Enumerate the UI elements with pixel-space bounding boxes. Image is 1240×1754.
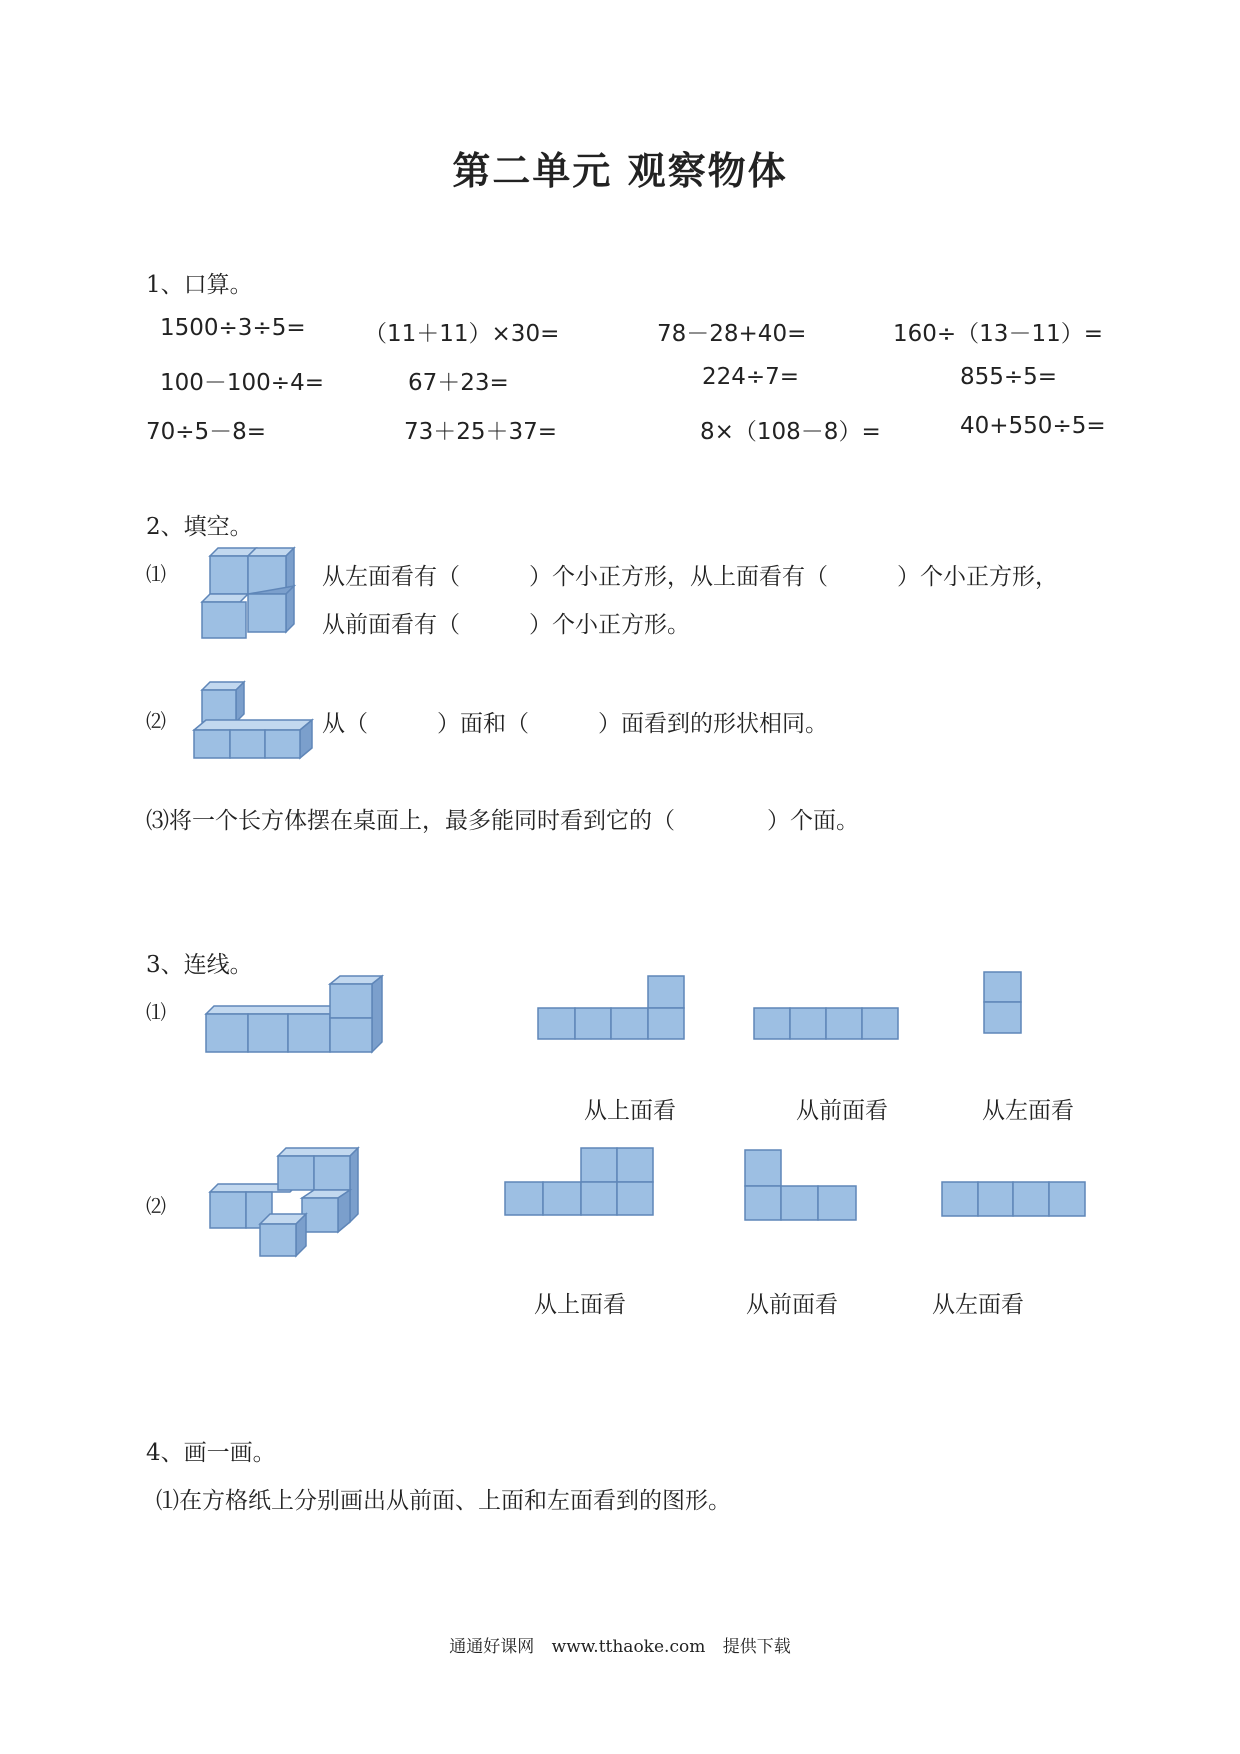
calc-item: 224÷7= — [702, 364, 800, 390]
calc-item: 1500÷3÷5= — [160, 315, 306, 341]
cube-row-top — [194, 720, 312, 730]
section4-heading: 4、画一画。 — [146, 1440, 276, 1466]
instruction-text: ⑴在方格纸上分别画出从前面、上面和左面看到的图形。 — [156, 1488, 731, 1514]
calc-item: 100－100÷4= — [160, 370, 324, 396]
footer-site: 通通好课网 — [449, 1637, 535, 1657]
question-number: ⑵ — [146, 709, 166, 733]
page-title: 第二单元 观察物体 — [452, 149, 788, 193]
view-label: 从上面看 — [584, 1098, 676, 1124]
section2-heading: 2、填空。 — [146, 514, 253, 540]
view-figure-a — [538, 976, 688, 1040]
calc-item: （11＋11）×30= — [364, 321, 560, 347]
cube-side — [372, 976, 382, 1052]
cube — [330, 1018, 372, 1052]
section3-heading: 3、连线。 — [146, 952, 253, 978]
footer-note: 提供下载 — [722, 1637, 791, 1657]
view-label: 从前面看 — [796, 1098, 888, 1124]
question-number: ⑵ — [146, 1194, 166, 1218]
view-label: 从前面看 — [746, 1292, 838, 1318]
cube-stack-figure-3 — [206, 976, 386, 1052]
cube-stack-figure-1 — [196, 548, 311, 638]
view-figure-f — [942, 1182, 1086, 1218]
view-label: 从左面看 — [932, 1292, 1024, 1318]
calc-item: 73＋25＋37= — [404, 419, 558, 445]
question-number: ⑴ — [146, 562, 166, 586]
cube — [194, 730, 230, 758]
calc-item: 40+550÷5= — [960, 413, 1106, 439]
cube — [330, 984, 372, 1018]
cube — [202, 594, 248, 638]
cube-stack-figure-4 — [210, 1148, 366, 1258]
view-label: 从上面看 — [534, 1292, 626, 1318]
cube — [302, 1198, 338, 1232]
cube — [278, 1156, 314, 1190]
cube — [288, 1014, 330, 1052]
calc-item: 8×（108－8）= — [700, 419, 881, 445]
cube — [202, 682, 244, 722]
view-figure-b — [754, 1008, 900, 1040]
cube — [206, 1014, 248, 1052]
view-figure-e — [745, 1150, 859, 1222]
calc-item: 78－28+40= — [657, 321, 807, 347]
cube — [260, 1224, 296, 1256]
cube — [314, 1156, 350, 1190]
cube — [210, 1192, 246, 1228]
view-label: 从左面看 — [982, 1098, 1074, 1124]
calc-item: 67＋23= — [408, 370, 509, 396]
cube — [265, 730, 300, 758]
cube-stack-figure-2 — [190, 680, 320, 758]
fill-blank-text: 从（ ）面和（ ）面看到的形状相同。 — [322, 711, 828, 737]
footer-url[interactable]: www.tthaoke.com — [551, 1637, 706, 1657]
cube-row-top — [206, 1006, 338, 1014]
cube — [248, 586, 294, 632]
question-number: ⑴ — [146, 1000, 166, 1024]
view-figure-c — [984, 972, 1022, 1034]
cube-side — [338, 1190, 350, 1232]
calc-item: 855÷5= — [960, 364, 1058, 390]
fill-blank-text: ⑶将一个长方体摆在桌面上，最多能同时看到它的（ ）个面。 — [146, 808, 859, 834]
calc-item: 70÷5－8= — [146, 419, 267, 445]
section1-heading: 1、口算。 — [146, 272, 253, 298]
cube-side — [350, 1148, 358, 1222]
cube — [230, 730, 265, 758]
fill-blank-text: 从左面看有（ ）个小正方形，从上面看有（ ）个小正方形， — [322, 564, 1058, 590]
view-figure-d — [505, 1148, 655, 1216]
footer — [0, 1632, 1240, 1657]
fill-blank-text: 从前面看有（ ）个小正方形。 — [322, 612, 690, 638]
cube-top — [278, 1148, 358, 1156]
cube — [248, 1014, 288, 1052]
calc-item: 160÷（13－11）= — [893, 321, 1103, 347]
